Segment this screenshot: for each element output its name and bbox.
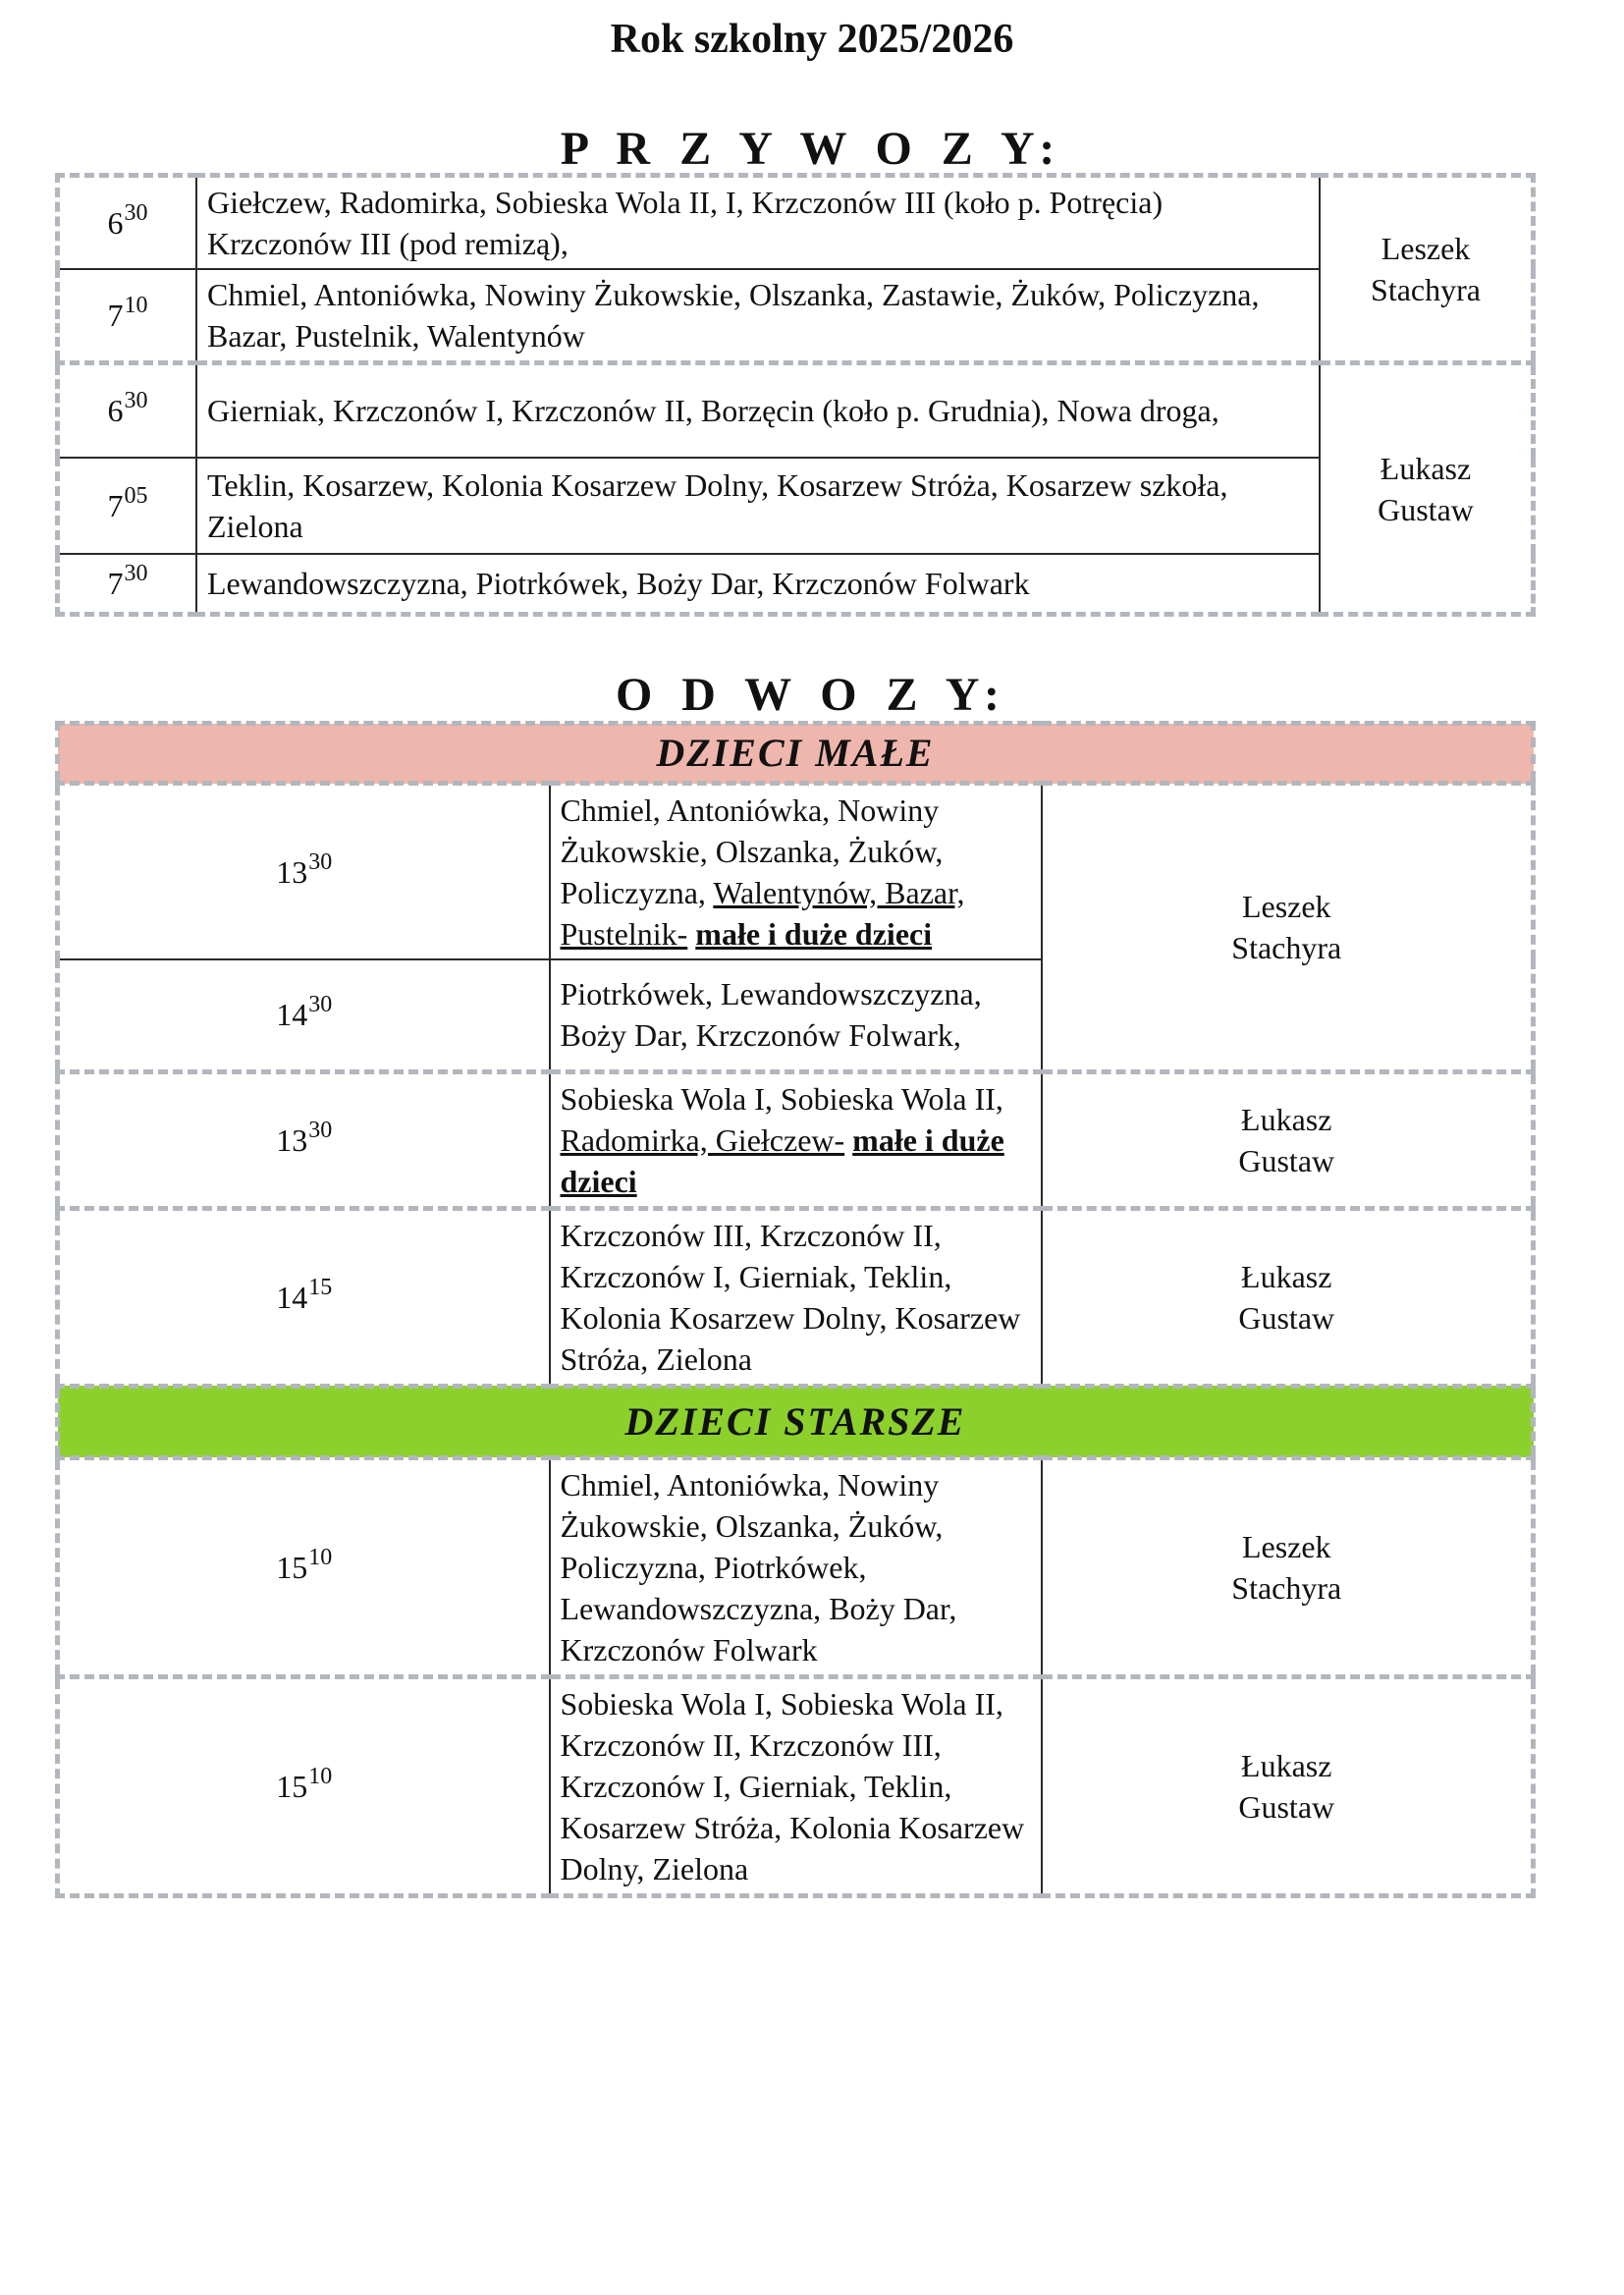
departure-time: $14^{30}$ (58, 959, 550, 1071)
table-row (58, 458, 1534, 554)
driver-name: Łukasz Gustaw (1042, 1071, 1534, 1208)
section-band-older-children (58, 1386, 1534, 1457)
arrivals-heading: P R Z Y W O Z Y: (560, 123, 1064, 175)
departure-time: $6^{30}$ (58, 176, 197, 270)
table-row (58, 176, 1534, 270)
table-row (58, 1676, 1534, 1895)
departures-heading: O D W O Z Y: (615, 669, 1009, 721)
departure-time: $15^{10}$ (58, 1676, 550, 1895)
band-label: DZIECI MAŁE (58, 724, 1534, 784)
route-stops: Teklin, Kosarzew, Kolonia Kosarzew Dolny, Kosarzew Stróża, Kosarzew szkoła, Zielona (196, 458, 1320, 554)
departure-time: $7^{10}$ (58, 269, 197, 363)
driver-name: Łukasz Gustaw (1320, 363, 1534, 615)
departures-table (55, 721, 1536, 1898)
route-stops: Lewandowszczyzna, Piotrkówek, Boży Dar, Krzczonów Folwark (196, 554, 1320, 615)
departure-time: $6^{30}$ (58, 363, 197, 458)
table-row (58, 554, 1534, 615)
route-stops: Sobieska Wola I, Sobieska Wola II, Krzczonów II, Krzczonów III, Krzczonów I, Gierniak, Teklin, Kosarzew Stróża, Kolonia Kosarzew Dolny, Zielona (550, 1676, 1042, 1895)
driver-name: Leszek Stachyra (1042, 784, 1534, 1072)
table-row (58, 363, 1534, 458)
driver-name: Łukasz Gustaw (1042, 1676, 1534, 1895)
route-stops: Giełczew, Radomirka, Sobieska Wola II, I, Krzczonów III (koło p. Potręcia) Krzczonów III (pod remizą), (196, 176, 1320, 270)
arrivals-table (55, 173, 1536, 617)
departure-time: $7^{05}$ (58, 458, 197, 554)
driver-name: Łukasz Gustaw (1042, 1208, 1534, 1386)
table-row (58, 1208, 1534, 1386)
route-stops: Chmiel, Antoniówka, Nowiny Żukowskie, Olszanka, Zastawie, Żuków, Policzyzna, Bazar, Pustelnik, Walentynów (196, 269, 1320, 363)
table-row (58, 269, 1534, 363)
band-label: DZIECI STARSZE (58, 1386, 1534, 1457)
table-row (58, 784, 1534, 960)
departure-time: $13^{30}$ (58, 1071, 550, 1208)
route-stops: Gierniak, Krzczonów I, Krzczonów II, Borzęcin (koło p. Grudnia), Nowa droga, (196, 363, 1320, 458)
departure-time: $7^{30}$ (58, 554, 197, 615)
driver-name: Leszek Stachyra (1042, 1457, 1534, 1676)
route-stops: Piotrkówek, Lewandowszczyzna, Boży Dar, Krzczonów Folwark, (550, 959, 1042, 1071)
route-stops: Chmiel, Antoniówka, Nowiny Żukowskie, Olszanka, Żuków, Policzyzna, Piotrkówek, Lewandowszczyzna, Boży Dar, Krzczonów Folwark (550, 1457, 1042, 1676)
driver-name: Leszek Stachyra (1320, 176, 1534, 363)
departure-time: $15^{10}$ (58, 1457, 550, 1676)
route-stops: Krzczonów III, Krzczonów II, Krzczonów I, Gierniak, Teklin, Kolonia Kosarzew Dolny, Kosarzew Stróża, Zielona (550, 1208, 1042, 1386)
route-stops: Chmiel, Antoniówka, Nowiny Żukowskie, Olszanka, Żuków, Policzyzna, Walentynów, Bazar, Pustelnik- małe i duże dzieci (550, 784, 1042, 960)
table-row (58, 1071, 1534, 1208)
section-band-small-children (58, 724, 1534, 784)
departure-time: $14^{15}$ (58, 1208, 550, 1386)
page-title: Rok szkolny 2025/2026 (610, 17, 1014, 62)
route-stops: Sobieska Wola I, Sobieska Wola II, Radomirka, Giełczew- małe i duże dzieci (550, 1071, 1042, 1208)
departure-time: $13^{30}$ (58, 784, 550, 960)
table-row (58, 1457, 1534, 1676)
